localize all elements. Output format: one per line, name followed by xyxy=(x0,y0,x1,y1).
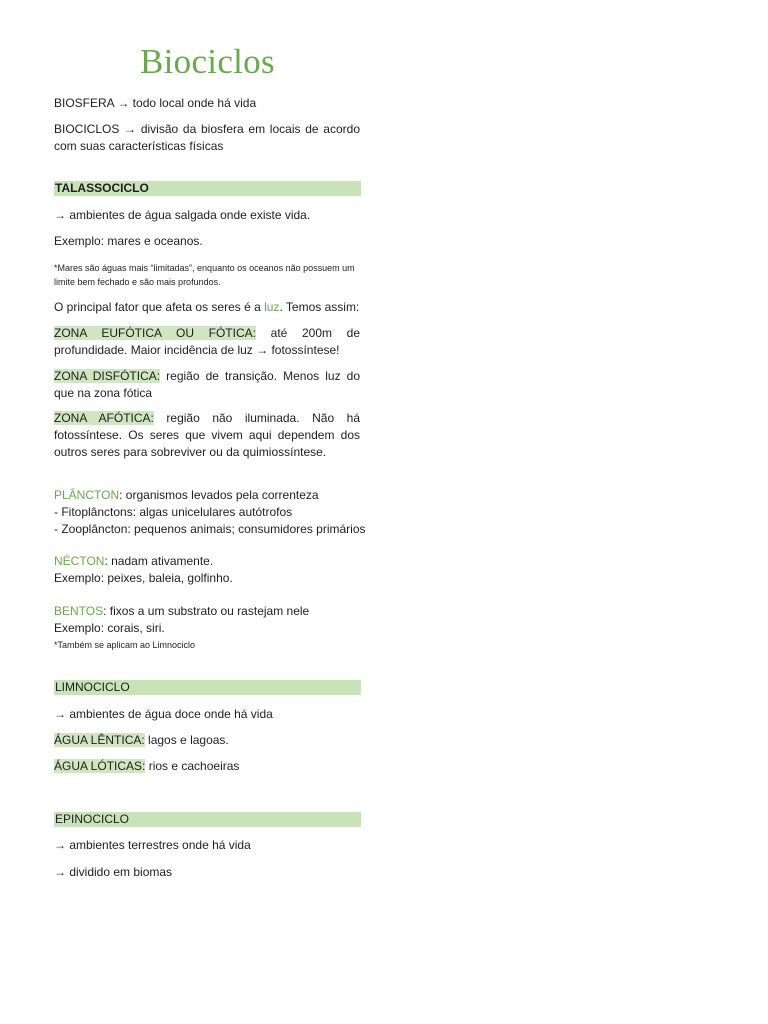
talassociclo-heading-text: TALASSOCICLO xyxy=(55,181,149,195)
bentos-label: BENTOS xyxy=(54,604,104,618)
mares-oceanos-note: *Mares são águas mais “limitadas”, enquanto os oceanos não possuem um limite bem fechado e são mais profundos. xyxy=(54,263,355,287)
agua-lentica xyxy=(54,732,360,749)
necton-block xyxy=(54,553,360,587)
bentos-block xyxy=(54,603,360,637)
zone-label: ZONA AFÓTICA: xyxy=(54,411,154,425)
bentos-note: *Também se aplicam ao Limnociclo xyxy=(54,640,196,650)
zone-text: região de transição. Menos luz do que na zona fótica xyxy=(54,369,360,400)
biociclos-definition: BIOCICLOS → divisão da biosfera em locais de acordo com suas características físicas xyxy=(54,122,360,153)
factor-text-pre: O principal fator que afeta os seres é a xyxy=(54,300,265,314)
agua-lentica-label: ÁGUA LÊNTICA: xyxy=(54,733,145,747)
plancton-label: PLÂNCTON xyxy=(54,488,120,502)
epinociclo-definition: → ambientes terrestres onde há vida xyxy=(54,838,251,852)
plancton-text: : organismos levados pela correnteza xyxy=(119,488,319,502)
fitoplancton-line: - Fitoplânctons: algas unicelulares autótrofos xyxy=(54,505,293,519)
necton-label: NÉCTON xyxy=(54,554,105,568)
talassociclo-definition: → ambientes de água salgada onde existe vida. xyxy=(54,208,311,222)
agua-loticas xyxy=(54,758,360,775)
zone-aphotic xyxy=(54,410,360,461)
zone-euphotic xyxy=(54,325,360,359)
limnociclo-heading-text: LIMNOCICLO xyxy=(55,680,130,694)
necton-example: Exemplo: peixes, baleia, golfinho. xyxy=(54,571,233,585)
necton-text: : nadam ativamente. xyxy=(104,554,214,568)
epinociclo-heading xyxy=(54,812,361,827)
agua-loticas-label: ÁGUA LÓTICAS: xyxy=(54,759,146,773)
zone-disphotic xyxy=(54,368,360,402)
limnociclo-heading xyxy=(54,680,361,695)
limnociclo-definition: → ambientes de água doce onde há vida xyxy=(54,707,273,721)
agua-loticas-text: rios e cachoeiras xyxy=(145,759,240,773)
zone-label: ZONA EUFÓTICA OU FÓTICA: xyxy=(54,326,256,340)
principal-factor xyxy=(54,299,360,316)
zone-text: até 200m de profundidade. Maior incidência de luz → fotossíntese! xyxy=(54,326,360,357)
plancton-block xyxy=(54,487,384,538)
zone-label: ZONA DISFÓTICA: xyxy=(54,369,161,383)
talassociclo-example: Exemplo: mares e oceanos. xyxy=(54,234,203,248)
factor-text-post: . Temos assim: xyxy=(279,300,360,314)
bentos-example: Exemplo: corais, siri. xyxy=(54,621,165,635)
bentos-text: : fixos a um substrato ou rastejam nele xyxy=(103,604,310,618)
zone-text: região não iluminada. Não há fotossíntese. Os seres que vivem aqui dependem dos outros seres para sobreviver ou da quimiossíntese. xyxy=(54,411,361,459)
agua-lentica-text: lagos e lagoas. xyxy=(144,733,229,747)
zooplancton-line: - Zooplâncton: pequenos animais; consumidores primários xyxy=(54,522,366,536)
page-title: Biociclos xyxy=(140,42,275,81)
factor-word: luz xyxy=(264,300,280,314)
epinociclo-biomas: → dividido em biomas xyxy=(54,865,173,879)
biosfera-definition: BIOSFERA → todo local onde há vida xyxy=(54,96,257,110)
epinociclo-heading-text: EPINOCICLO xyxy=(55,812,130,826)
talassociclo-heading xyxy=(54,181,361,196)
